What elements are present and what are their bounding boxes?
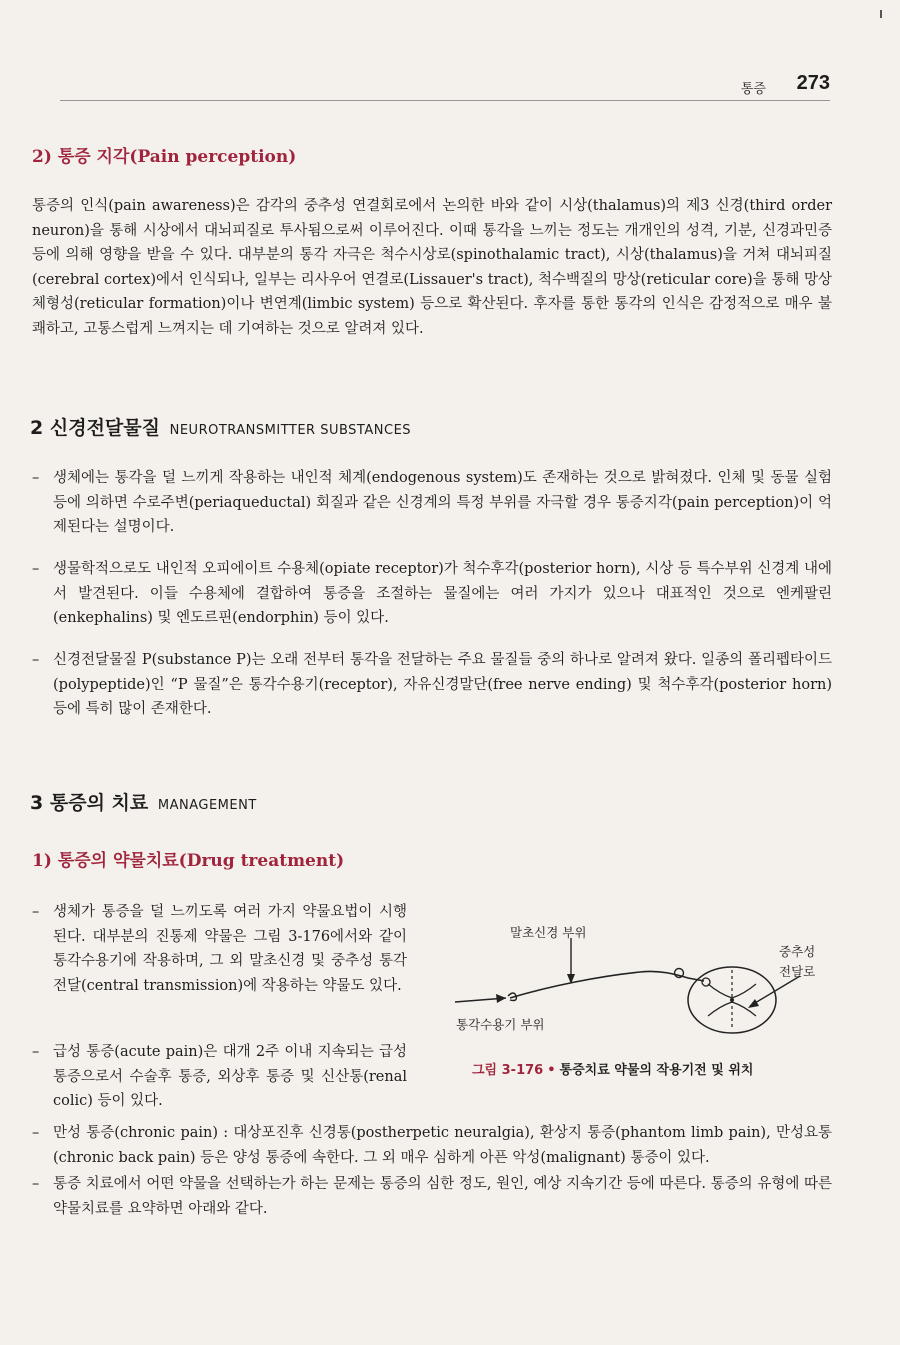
caption-bullet: •: [547, 1063, 556, 1078]
drug-treatment-heading: 1) 통증의 약물치료(Drug treatment): [32, 851, 345, 871]
figure-drug-action-diagram: [450, 918, 840, 1083]
list-item-text: 생물학적으로도 내인적 오피에이트 수용체(opiate receptor)가 척수후각(posterior horn), 시상 등 특수부위 신경계 내에서 발견된다. 이들 수용체에 결합하여 통증을 조절하는 물질에는 여러 가지가 있으나 대표적인 것으로 엔케팔린(enkephalins) 및 엔도르핀(endorphin) 등이 있다.: [53, 561, 832, 626]
list-item: [32, 466, 832, 540]
figure-caption-text: 통증치료 약물의 작용기전 및 위치: [559, 1063, 754, 1078]
section-title-en: NEUROTRANSMITTER SUBSTANCES: [169, 423, 412, 438]
scan-mark: [880, 10, 882, 18]
central-canal: [730, 998, 734, 1002]
running-head: 통증: [740, 82, 766, 97]
list-item: [32, 648, 832, 722]
page-header: [60, 70, 830, 104]
list-item-text: 생체에는 통각을 덜 느끼게 작용하는 내인적 체계(endogenous system)도 존재하는 것으로 밝혀졌다. 인체 및 동물 실험 등에 의하면 수로주변(periaqueductal) 회질과 같은 신경계의 특정 부위를 자극할 경우 통증지각(pain perception)이 억제된다는 설명이다.: [53, 470, 832, 535]
section-title-ko: 통증의 치료: [49, 792, 149, 814]
label-receptor: 통각수용기 부위: [456, 1017, 545, 1032]
figure-number: 그림 3-176: [472, 1063, 544, 1078]
label-peripheral-nerve: 말초신경 부위: [510, 925, 587, 940]
page-number: 273: [796, 72, 830, 94]
section-number: 3: [30, 792, 44, 814]
section-title-ko: 신경전달물질: [49, 417, 160, 439]
peripheral-nerve: [510, 971, 688, 998]
list-item: [32, 1040, 407, 1114]
list-item: [32, 900, 407, 998]
neurotransmitter-section-title: [30, 413, 411, 440]
label-central-1: 중추성: [779, 944, 816, 959]
list-item: [32, 1121, 832, 1170]
header-rule: [60, 100, 830, 101]
figure-caption: [472, 1059, 753, 1078]
list-item-text: 신경전달물질 P(substance P)는 오래 전부터 통각을 전달하는 주요 물질들 중의 하나로 알려져 왔다. 일종의 폴리펩타이드(polypeptide)인 “P 물질”은 통각수용기(receptor), 자유신경말단(free nerve ending) 및 척수후각(posterior horn) 등에 특히 많이 존재한다.: [53, 652, 832, 717]
bullet-dash: –: [32, 904, 40, 920]
pain-perception-heading: 2) 통증 지각(Pain perception): [32, 147, 297, 167]
pain-perception-paragraph: 통증의 인식(pain awareness)은 감각의 중추성 연결회로에서 논의한 바와 같이 시상(thalamus)의 제3 신경(third order neuron)을 통해 시상에서 대뇌피질로 투사됨으로써 이루어진다. 이때 통각을 느끼는 정도는 개개인의 성격, 기분, 신경과민증 등에 의해 영향을 받을 수 있다. 대부분의 통각 자극은 척수시상로(spinothalamic tract), 시상(thalamus)을 거쳐 대뇌피질(cerebral cortex)에서 인식되나, 일부는 리사우어 연결로(Lissauer's tract), 척수백질의 망상(reticular core)을 통해 망상체형성(reticular formation)이나 변연계(limbic system) 등으로 확산된다. 후자를 통한 통각의 인식은 감정적으로 매우 불쾌하고, 고통스럽게 느껴지는 데 기여하는 것으로 알려져 있다.: [32, 198, 832, 337]
list-item-text: 급성 통증(acute pain)은 대개 2주 이내 지속되는 급성 통증으로서 수술후 통증, 외상후 통증 및 신산통(renal colic) 등이 있다.: [53, 1044, 407, 1109]
bullet-dash: –: [32, 1044, 40, 1060]
list-item: [32, 1172, 832, 1221]
label-central-2: 전달로: [779, 964, 816, 979]
section-title-en: MANAGEMENT: [157, 798, 257, 813]
nerve-pathway-diagram: [450, 918, 840, 1058]
bullet-dash: –: [32, 1125, 40, 1141]
list-item-text: 만성 통증(chronic pain) : 대상포진후 신경통(postherpetic neuralgia), 환상지 통증(phantom limb pain), 만성요통(chronic back pain) 등은 양성 통증에 속한다. 그 외 매우 심하게 아픈 악성(malignant) 통증이 있다.: [53, 1125, 832, 1166]
bullet-dash: –: [32, 470, 40, 486]
list-item-text: 생체가 통증을 덜 느끼도록 여러 가지 약물요법이 시행된다. 대부분의 진통제 약물은 그림 3-176에서와 같이 통각수용기에 작용하며, 그 외 말초신경 및 중추성 통각전달(central transmission)에 작용하는 약물도 있다.: [53, 904, 407, 994]
list-item-text: 통증 치료에서 어떤 약물을 선택하는가 하는 문제는 통증의 심한 정도, 원인, 예상 지속기간 등에 따른다. 통증의 유형에 따른 약물치료를 요약하면 아래와 같다.: [53, 1176, 832, 1217]
section-number: 2: [30, 417, 44, 439]
bullet-dash: –: [32, 652, 40, 668]
management-section-title: [30, 788, 257, 815]
list-item: [32, 557, 832, 631]
receptor-arrowhead: [496, 994, 506, 1003]
bullet-dash: –: [32, 1176, 40, 1192]
bullet-dash: –: [32, 561, 40, 577]
